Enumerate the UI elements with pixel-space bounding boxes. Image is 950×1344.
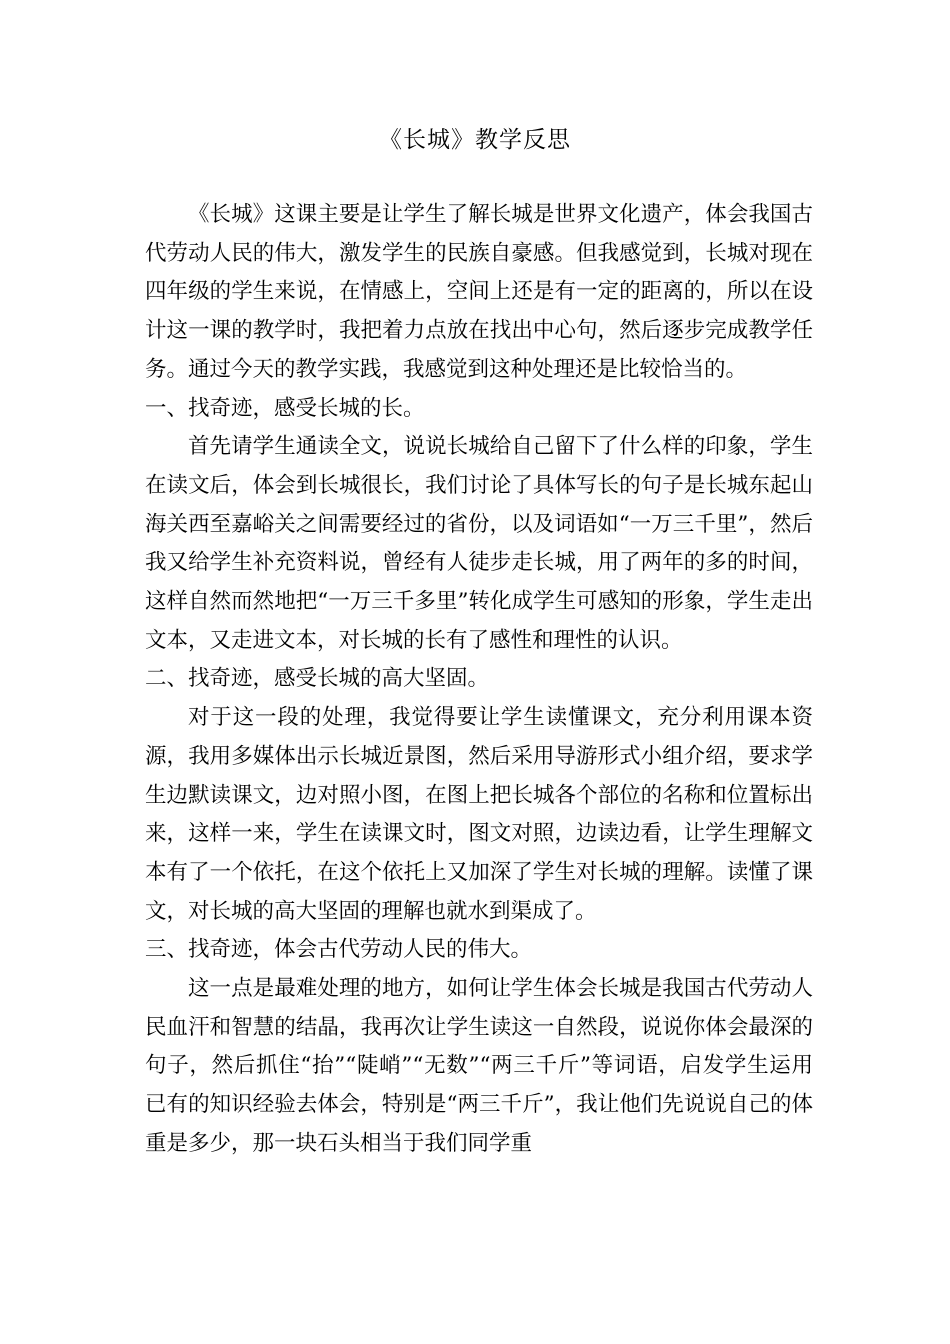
section-heading-3: 三、找奇迹，体会古代劳动人民的伟大。 — [145, 937, 533, 963]
paragraph-section-2: 对于这一段的处理，我觉得要让学生读懂课文，充分利用课本资源，我用多媒体出示长城近景图，然后采用导游形式小组介绍，要求学生边默读课文，边对照小图，在图上把长城各个部位的名称和位置标出来，这样一来，学生在读课文时，图文对照，边读边看，让学生理解文本有了一个依托，在这个依托上又加深了学生对长城的理解。读懂了课文，对长城的高大坚固的理解也就水到渠成了。 — [145, 705, 813, 924]
document-body — [145, 196, 813, 1164]
document-title: 《长城》教学反思 — [379, 127, 571, 153]
section-heading-1: 一、找奇迹，感受长城的长。 — [145, 395, 425, 421]
section-heading-2: 二、找奇迹，感受长城的高大坚固。 — [145, 666, 490, 692]
paragraph-section-3: 这一点是最难处理的地方，如何让学生体会长城是我国古代劳动人民血汗和智慧的结晶，我再次让学生读这一自然段，说说你体会最深的句子，然后抓住“抬”“陡峭”“无数”“两三千斤”等词语，启发学生运用已有的知识经验去体会，特别是“两三千斤”，我让他们先说说自己的体重是多少，那一块石头相当于我们同学重 — [145, 976, 813, 1156]
paragraph-intro: 《长城》这课主要是让学生了解长城是世界文化遗产，体会我国古代劳动人民的伟大，激发学生的民族自豪感。但我感觉到，长城对现在四年级的学生来说，在情感上，空间上还是有一定的距离的，所以在设计这一课的教学时，我把着力点放在找出中心句，然后逐步完成教学任务。通过今天的教学实践，我感觉到这种处理还是比较恰当的。 — [145, 202, 813, 382]
paragraph-section-1: 首先请学生通读全文，说说长城给自己留下了什么样的印象，学生在读文后，体会到长城很长，我们讨论了具体写长的句子是长城东起山海关西至嘉峪关之间需要经过的省份，以及词语如“一万三千里”，然后我又给学生补充资料说，曾经有人徒步走长城，用了两年的多的时间，这样自然而然地把“一万三千多里”转化成学生可感知的形象，学生走出文本，又走进文本，对长城的长有了感性和理性的认识。 — [145, 434, 813, 653]
